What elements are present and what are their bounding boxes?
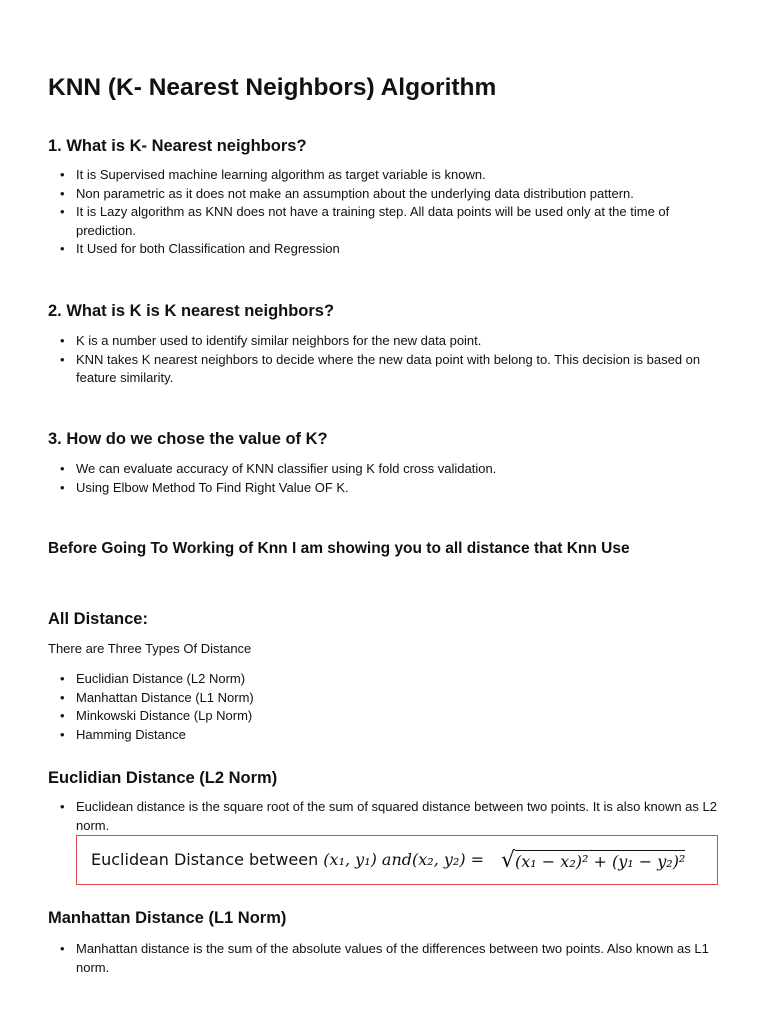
intro-heading: Before Going To Working of Knn I am showing you to all distance that Knn Use [48,540,630,557]
list-item: • It is Supervised machine learning algorithm as target variable is known. [76,166,718,185]
section2-heading: 2. What is K is K nearest neighbors? [48,302,335,320]
list-item: • Euclidian Distance (L2 Norm) [76,670,718,689]
formula-label: Euclidean Distance between [91,850,319,869]
section3-list [48,460,718,497]
square-root-icon: √ [501,848,516,873]
list-item: • Hamming Distance [76,726,718,745]
all-distance-text: There are Three Types Of Distance [48,641,252,656]
euclidian-heading: Euclidian Distance (L2 Norm) [48,769,278,787]
list-item: • K is a number used to identify similar neighbors for the new data point. [76,332,718,351]
list-item: • Manhattan Distance (L1 Norm) [76,689,718,708]
manhattan-heading: Manhattan Distance (L1 Norm) [48,909,287,927]
section1-heading: 1. What is K- Nearest neighbors? [48,137,307,155]
formula-expression: (x₁ − x₂)² + (y₁ − y₂)² [515,852,686,871]
list-item: • Using Elbow Method To Find Right Value OF K. [76,479,718,498]
list-item: • It is Lazy algorithm as KNN does not have a training step. All data points will be used only at the time of prediction. [76,203,718,240]
section1-list [48,166,718,259]
euclidean-formula [76,835,718,885]
formula-rhs [501,848,685,873]
formula-lhs [91,850,484,869]
distance-types-list [48,670,718,744]
page-title: KNN (K- Nearest Neighbors) Algorithm [48,74,497,101]
list-item: • Minkowski Distance (Lp Norm) [76,707,718,726]
list-item: • Manhattan distance is the sum of the absolute values of the differences between two points. Also known as L1 norm. [76,940,718,977]
list-item: • It Used for both Classification and Regression [76,240,718,259]
manhattan-list [48,940,718,977]
list-item: • We can evaluate accuracy of KNN classifier using K fold cross validation. [76,460,718,479]
list-item: • KNN takes K nearest neighbors to decide where the new data point with belong to. This decision is based on feature similarity. [76,351,718,388]
list-item: • Euclidean distance is the square root of the sum of squared distance between two points. It is also known as L2 norm. [76,798,718,835]
list-item: • Non parametric as it does not make an assumption about the underlying data distribution pattern. [76,185,718,204]
euclidian-list [48,798,718,835]
formula-points: (x₁, y₁) and(x₂, y₂) = [323,850,485,869]
section3-heading: 3. How do we chose the value of K? [48,430,328,448]
section2-list [48,332,718,388]
all-distance-heading: All Distance: [48,610,148,628]
